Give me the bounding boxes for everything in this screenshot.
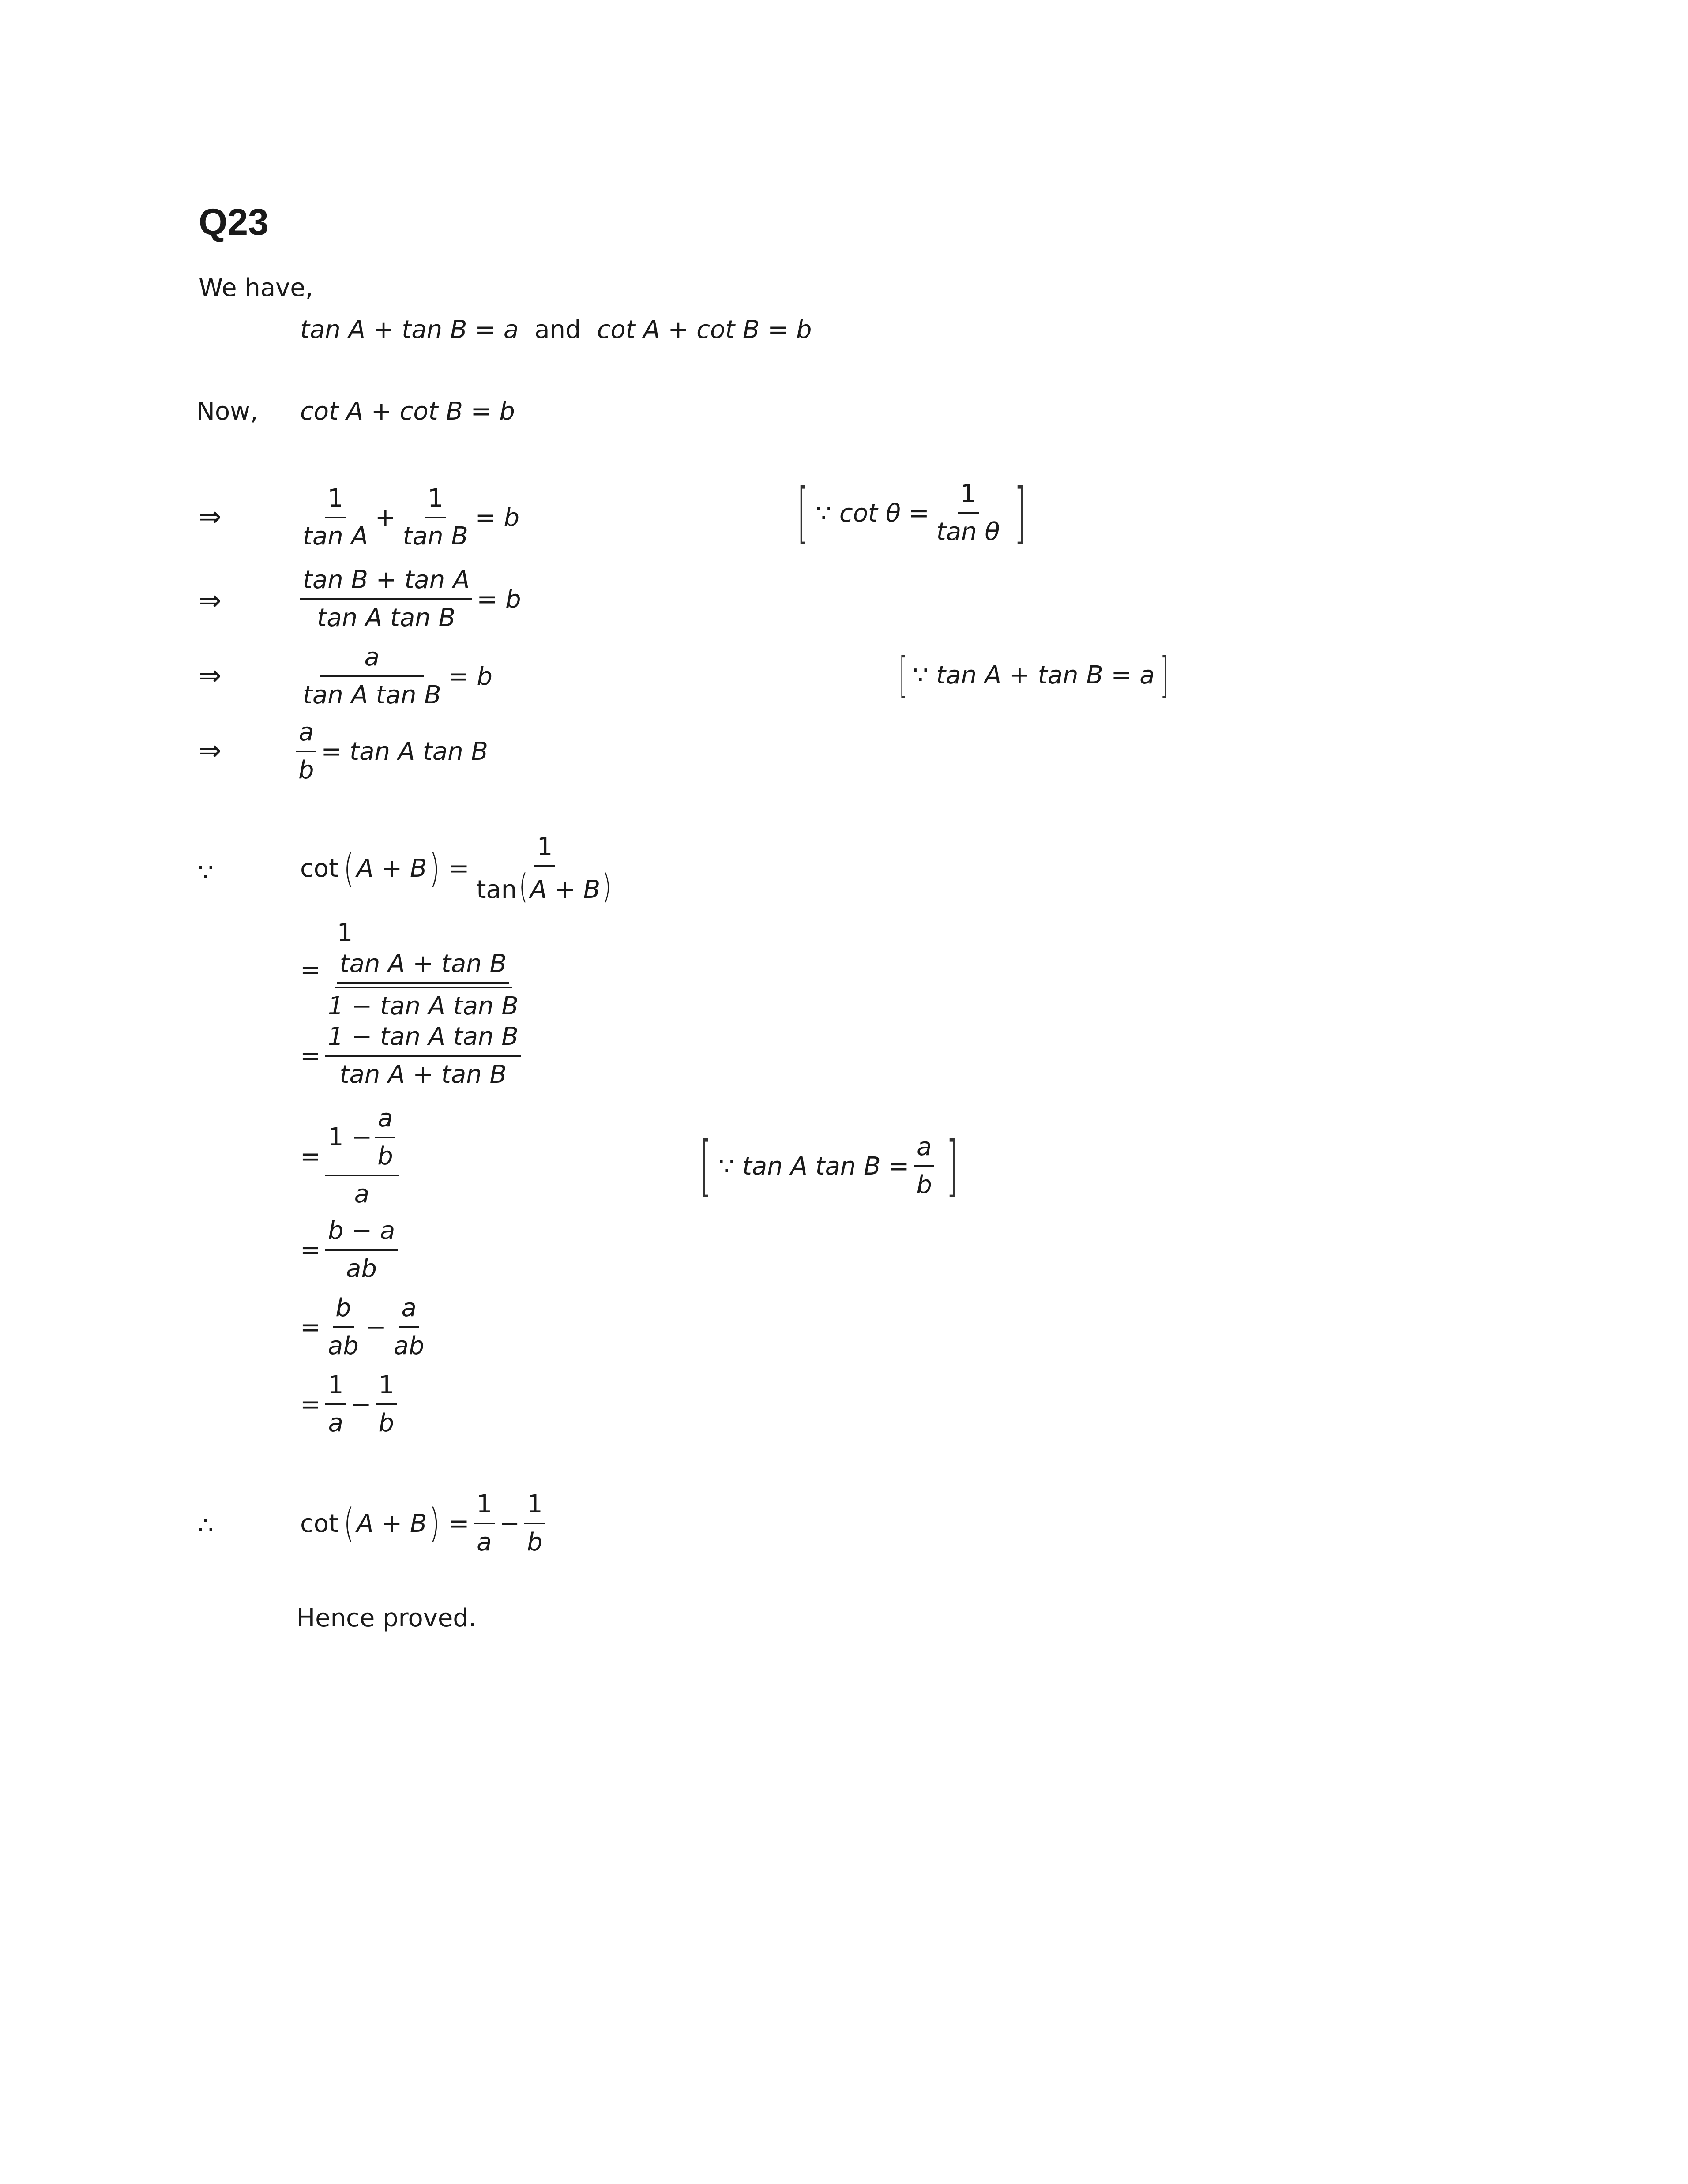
denominator: tan A + tan B (339, 1060, 507, 1089)
right-bracket: ] (1160, 647, 1169, 703)
equals-sign: = (300, 1041, 321, 1070)
step2-expression (296, 565, 521, 634)
numerator: a (399, 1293, 419, 1328)
right-paren: ) (602, 867, 612, 906)
one-minus: 1 − (327, 1123, 372, 1152)
denominator: tan A tan B (303, 681, 441, 709)
fraction (325, 1370, 346, 1439)
rhs: = b (475, 503, 520, 532)
now-label: Now, (196, 397, 258, 426)
fraction (325, 918, 521, 1022)
fraction (474, 1489, 495, 1558)
numerator: 1 (958, 479, 979, 514)
step4-expression (296, 717, 488, 786)
derivation-step-3 (300, 1103, 403, 1210)
fraction (914, 1132, 935, 1201)
cot-argument: A + B (357, 1509, 427, 1538)
denominator: b (916, 1171, 932, 1199)
inner-numerator-one: 1 (337, 919, 353, 947)
reason-text: ∵ tan A + tan B = a (912, 660, 1155, 690)
numerator: 1 (376, 1370, 397, 1405)
minus-sign: − (365, 1313, 387, 1342)
equals-sign: = (300, 1390, 321, 1419)
numerator: 1 − tan A tan B (325, 1021, 521, 1057)
and-word: and (534, 315, 581, 344)
implies-symbol: ⇒ (199, 659, 222, 691)
step3-expression (296, 642, 492, 711)
reason-tan-product (693, 1128, 965, 1205)
derivation-step-1 (300, 918, 526, 1022)
hence-proved-text: Hence proved. (297, 1604, 477, 1632)
cot-function: cot (300, 854, 339, 883)
numerator (335, 918, 512, 988)
numerator: b (333, 1293, 354, 1328)
implies-symbol: ⇒ (199, 734, 222, 766)
we-have-label: We have, (199, 274, 313, 302)
right-paren: ) (429, 1500, 440, 1546)
denominator: a (328, 1409, 343, 1437)
fraction (300, 565, 472, 634)
fraction (325, 1293, 361, 1362)
left-paren: ( (343, 1500, 354, 1546)
denominator: b (378, 1409, 395, 1437)
denominator: ab (346, 1254, 377, 1283)
derivation-step-6 (300, 1370, 401, 1439)
implies-symbol: ⇒ (199, 500, 222, 533)
reason-text: ∵ tan A tan B = (718, 1152, 910, 1181)
denominator: tan A tan B (317, 604, 456, 632)
numerator: 1 (325, 483, 346, 518)
denominator: b (298, 756, 314, 784)
rhs: = tan A tan B (321, 737, 488, 766)
numerator: a (914, 1132, 934, 1167)
equals-sign: = (300, 1142, 321, 1171)
left-paren: ( (519, 867, 528, 906)
cot-function: cot (300, 1509, 339, 1538)
rhs: = b (448, 662, 492, 691)
given-tan-equation: tan A + tan B = a (300, 315, 519, 344)
cot-sum-definition (300, 832, 620, 905)
tan-function: tan (476, 875, 517, 904)
reason-tan-sum (894, 647, 1174, 703)
right-paren: ) (429, 845, 440, 892)
fraction (296, 717, 317, 786)
equals-sign: = (448, 1509, 470, 1538)
given-cot-equation: cot A + cot B = b (597, 315, 812, 344)
denominator: 1 − tan A tan B (327, 992, 519, 1021)
derivation-step-4 (300, 1216, 402, 1284)
derivation-step-2 (300, 1021, 526, 1090)
because-symbol: ∵ (198, 858, 214, 887)
numerator: 1 (524, 1489, 545, 1524)
numerator: 1 (325, 1370, 346, 1405)
denominator: ab (393, 1332, 425, 1360)
numerator: tan B + tan A (300, 565, 472, 600)
step1-expression (296, 483, 519, 552)
inner-fraction (375, 1103, 396, 1172)
left-paren: ( (343, 845, 354, 892)
therefore-symbol: ∴ (198, 1511, 214, 1540)
derivation-step-5 (300, 1293, 432, 1362)
fraction (524, 1489, 545, 1558)
implies-symbol: ⇒ (199, 584, 222, 616)
right-bracket: ] (946, 1128, 958, 1205)
numerator: a (296, 717, 316, 752)
equals-sign: = (300, 1235, 321, 1265)
fraction (300, 642, 444, 711)
given-equations (300, 315, 812, 344)
fraction (325, 1216, 398, 1284)
denominator: a (354, 1180, 370, 1208)
rhs: = b (477, 585, 521, 614)
denominator (474, 867, 616, 905)
equals-sign: = (300, 1313, 321, 1342)
inner-fraction (337, 949, 509, 984)
denominator: tan θ (936, 518, 1000, 546)
tan-argument: A + B (530, 875, 601, 904)
denominator: tan A (303, 522, 368, 551)
denominator: ab (327, 1332, 359, 1360)
numerator: a (375, 1103, 395, 1138)
reason-text: ∵ cot θ = (816, 499, 929, 528)
denominator: b (527, 1528, 543, 1557)
minus-sign: − (350, 1390, 372, 1419)
numerator: 1 (425, 483, 446, 518)
fraction (934, 479, 1003, 548)
numerator: a (320, 642, 424, 677)
fraction (400, 483, 471, 552)
cot-argument: A + B (357, 854, 427, 883)
denominator: b (377, 1142, 393, 1171)
left-bracket: [ (700, 1128, 712, 1205)
reason-cot-reciprocal (790, 475, 1033, 552)
now-expression: cot A + cot B = b (300, 397, 515, 426)
equals-sign: = (300, 955, 321, 984)
denominator: a (477, 1528, 492, 1557)
numerator: b − a (325, 1216, 398, 1251)
fraction (300, 483, 371, 552)
equals-sign: = (448, 854, 470, 883)
fraction (391, 1293, 427, 1362)
plus-sign: + (375, 503, 396, 532)
numerator: 1 (474, 1489, 495, 1524)
fraction (325, 1103, 399, 1210)
minus-sign: − (499, 1509, 520, 1538)
fraction (474, 832, 616, 905)
fraction (376, 1370, 397, 1439)
numerator: tan A + tan B (337, 949, 509, 984)
numerator (325, 1103, 399, 1176)
left-bracket: [ (899, 647, 908, 703)
numerator: 1 (534, 832, 556, 867)
denominator: tan B (402, 522, 468, 551)
question-title: Q23 (199, 201, 269, 243)
right-bracket: ] (1014, 475, 1026, 552)
fraction (325, 1021, 521, 1090)
left-bracket: [ (797, 475, 809, 552)
conclusion-expression (300, 1489, 550, 1558)
